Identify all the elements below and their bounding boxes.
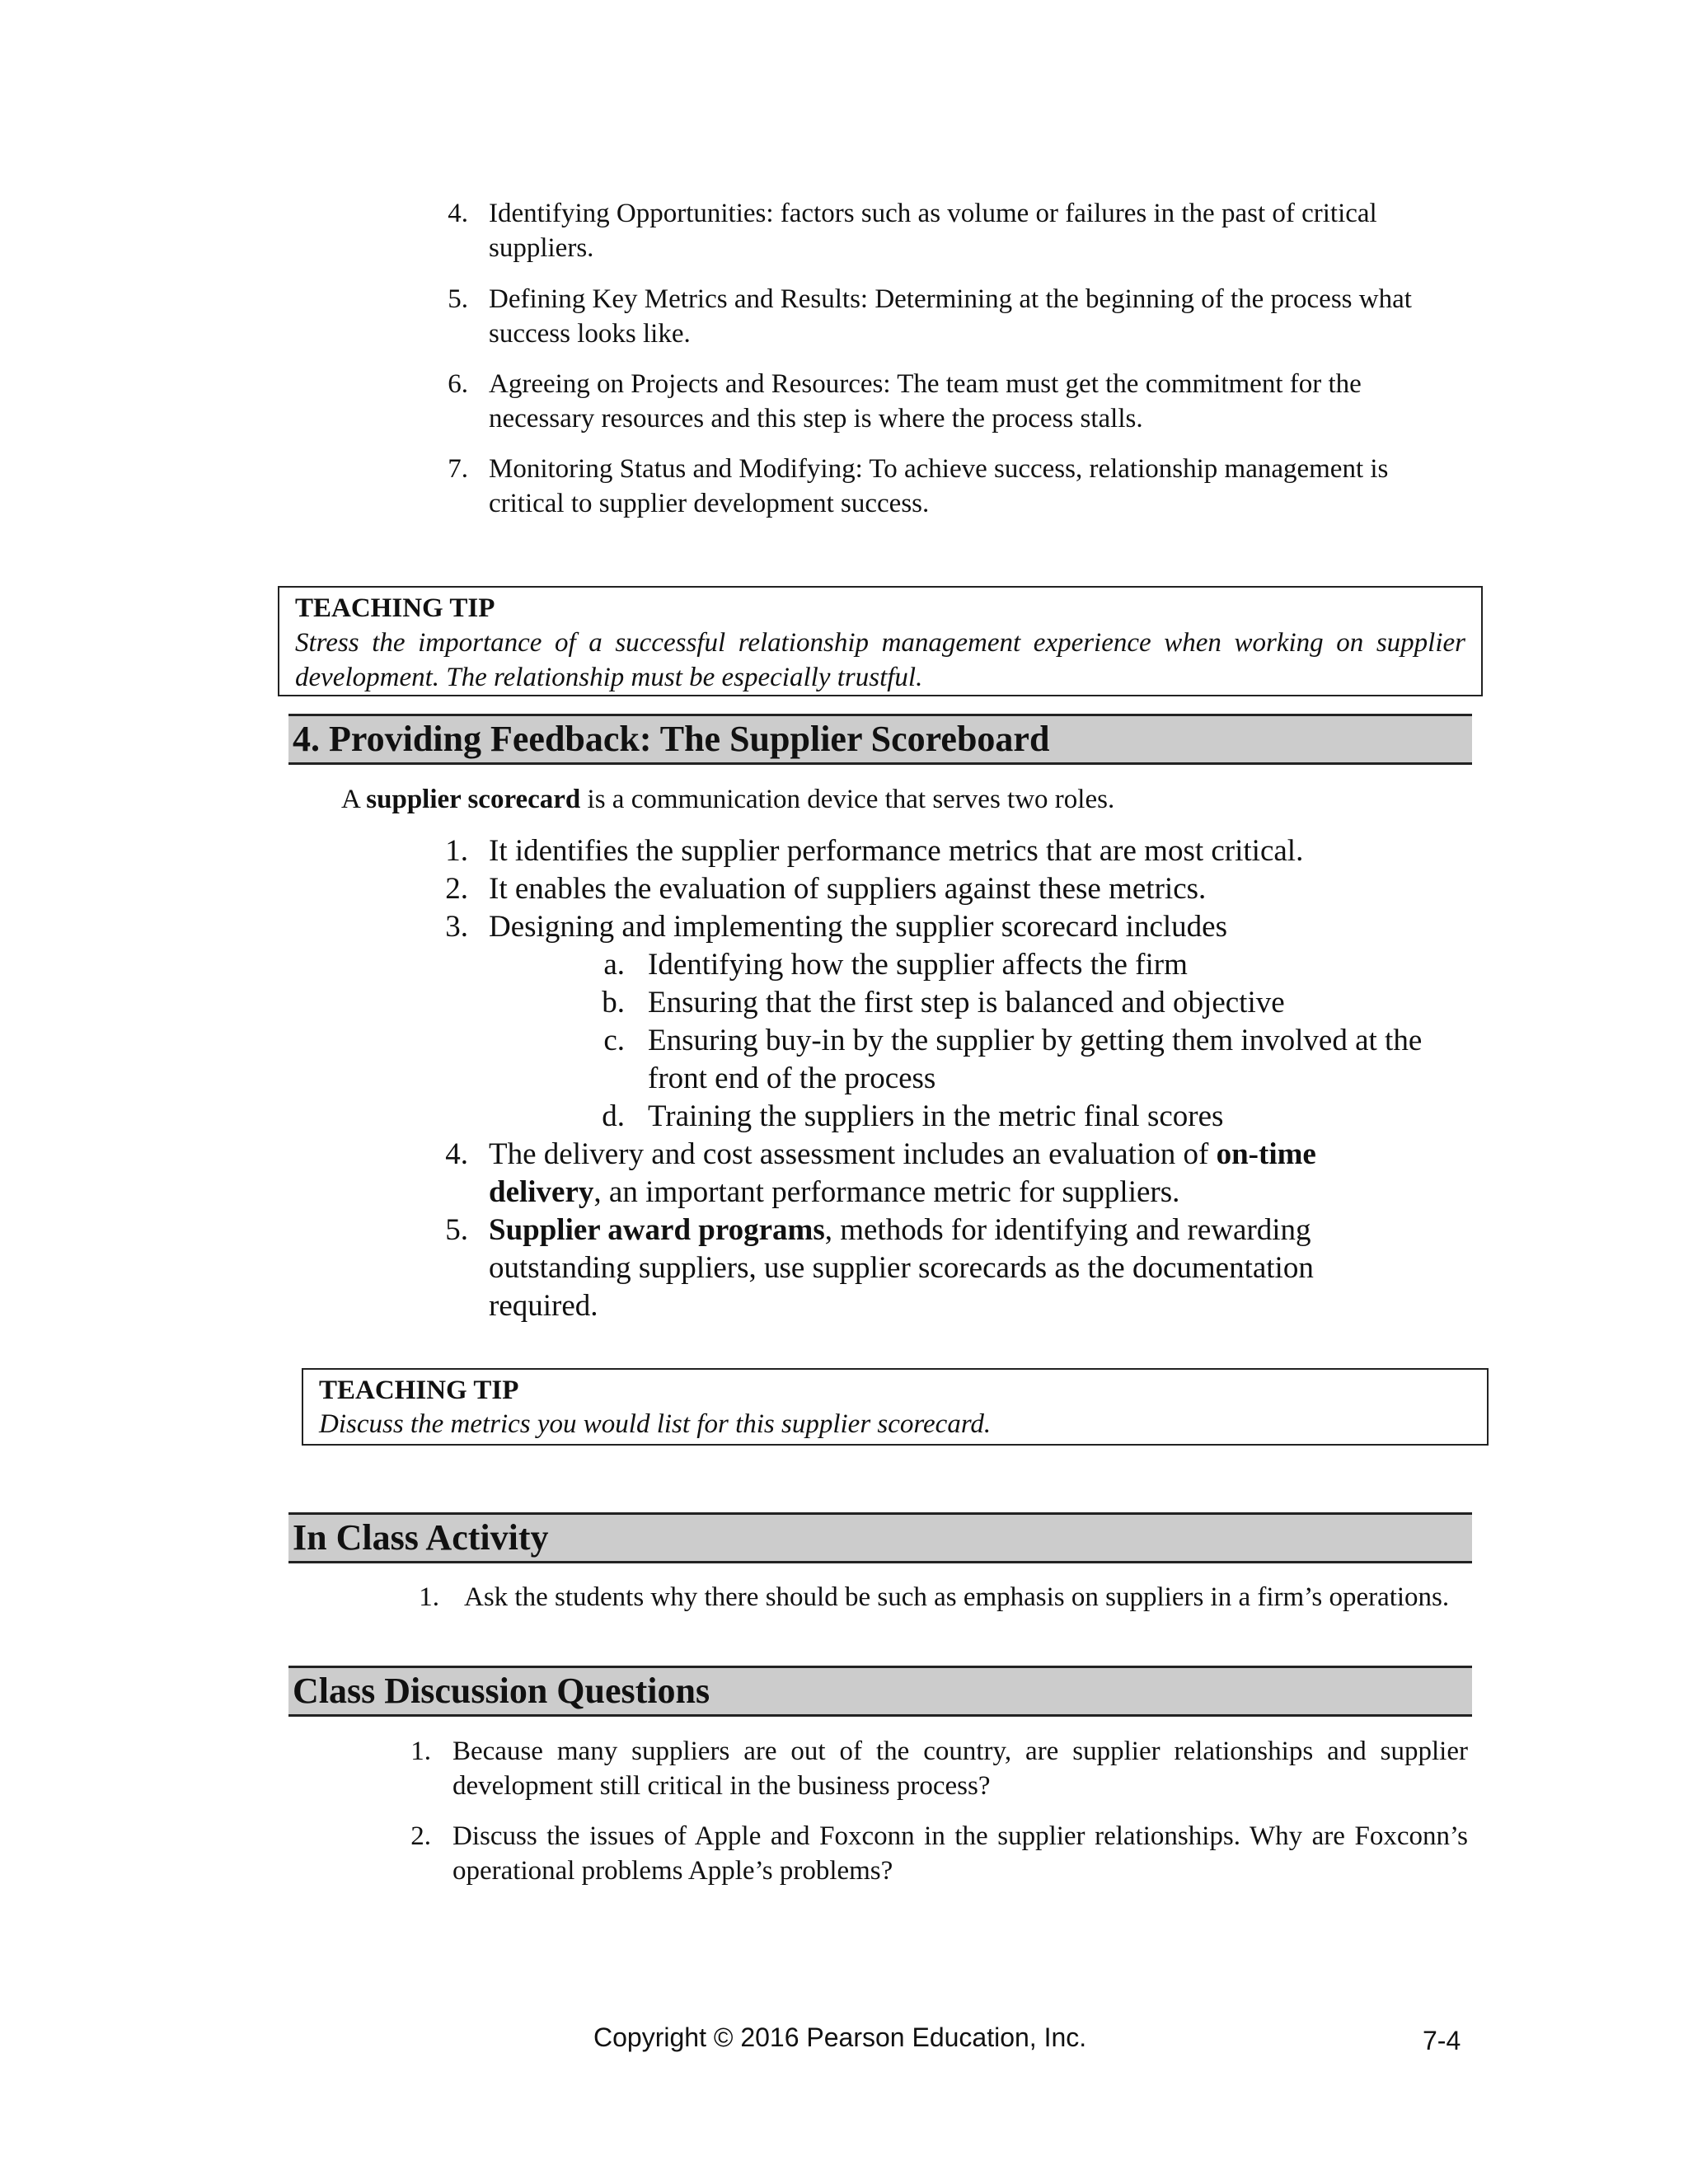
list-item-text — [489, 1212, 1387, 1325]
list-number: 5. — [445, 1213, 468, 1247]
section-heading: In Class Activity — [293, 1517, 549, 1558]
teaching-tip-body: Discuss the metrics you would list for this supplier scorecard. — [319, 1409, 992, 1439]
sublist-letter: b. — [602, 986, 625, 1019]
list-number: 2. — [445, 872, 468, 906]
list-item-text: Designing and implementing the supplier scorecard includes — [489, 910, 1227, 944]
list-number: 1. — [445, 834, 468, 868]
list-item-text: Agreeing on Projects and Resources: The team must get the commitment for the necessary resources and this step is where the process stalls. — [489, 369, 1362, 434]
list-number: 1. — [410, 1736, 431, 1766]
intro-term: supplier scorecard — [366, 785, 581, 814]
list-item-text: Because many suppliers are out of the country, are supplier relationships and supplier development still critical in the business process? — [452, 1736, 1468, 1801]
list-item-text: Monitoring Status and Modifying: To achieve success, relationship management is critical to supplier development success. — [489, 454, 1389, 518]
item-text: , an important performance metric for suppliers. — [593, 1175, 1180, 1209]
list-item-text: Identifying Opportunities: factors such as volume or failures in the past of critical suppliers. — [489, 199, 1377, 263]
list-number: 7. — [448, 454, 468, 484]
sublist-item-text: Ensuring that the first step is balanced and objective — [648, 986, 1285, 1019]
teaching-tip-box — [278, 586, 1483, 696]
sublist-item-text: Ensuring buy-in by the supplier by getting them involved at the front end of the process — [648, 1024, 1423, 1095]
list-number: 4. — [445, 1137, 468, 1171]
list-number: 4. — [448, 199, 468, 228]
intro-text: A — [341, 785, 367, 814]
intro-text: is a communication device that serves two roles. — [580, 785, 1115, 814]
section-heading-bar — [288, 714, 1472, 765]
teaching-tip-body: Stress the importance of a successful relationship management experience when working on supplier development. The relationship must be especially trustful. — [295, 628, 1465, 692]
item-term: Supplier award programs — [489, 1213, 825, 1247]
section-heading-bar — [288, 1666, 1472, 1717]
list-item-text: Defining Key Metrics and Results: Determining at the beginning of the process what success looks like. — [489, 284, 1412, 349]
list-number: 3. — [445, 910, 468, 944]
teaching-tip-box — [302, 1368, 1489, 1446]
list-number: 6. — [448, 369, 468, 399]
list-number: 5. — [448, 284, 468, 314]
section-heading-bar — [288, 1512, 1472, 1563]
item-text: , methods for identifying and rewarding outstanding suppliers, use supplier scorecards as the documentation required. — [489, 1213, 1314, 1323]
list-item-text: It enables the evaluation of suppliers against these metrics. — [489, 872, 1207, 906]
list-item-text: Discuss the issues of Apple and Foxconn in the supplier relationships. Why are Foxconn’s operational problems Apple’s problems? — [452, 1821, 1468, 1886]
sublist-item-text: Training the suppliers in the metric final scores — [648, 1099, 1224, 1133]
section-heading: Class Discussion Questions — [293, 1671, 710, 1711]
item-text: The delivery and cost assessment includes an evaluation of — [489, 1137, 1217, 1171]
section-heading: 4. Providing Feedback: The Supplier Scoreboard — [293, 719, 1050, 759]
teaching-tip-title: TEACHING TIP — [319, 1376, 519, 1405]
item-term: on-time delivery — [489, 1137, 1316, 1209]
sublist-letter: c. — [603, 1024, 625, 1057]
list-item-text: It identifies the supplier performance metrics that are most critical. — [489, 834, 1304, 868]
sublist-item-text: Identifying how the supplier affects the firm — [648, 948, 1188, 982]
copyright-notice: Copyright © 2016 Pearson Education, Inc. — [593, 2022, 1087, 2052]
list-item-text: Ask the students why there should be such as emphasis on suppliers in a firm’s operations. — [464, 1582, 1450, 1612]
list-number: 1. — [419, 1582, 439, 1612]
scorecard-intro — [341, 782, 1470, 817]
teaching-tip-title: TEACHING TIP — [295, 593, 495, 623]
sublist-letter: a. — [603, 948, 625, 982]
page-number: 7-4 — [1423, 2026, 1461, 2055]
sublist-letter: d. — [602, 1099, 625, 1133]
list-number: 2. — [410, 1821, 431, 1851]
list-item-text — [489, 1136, 1387, 1212]
